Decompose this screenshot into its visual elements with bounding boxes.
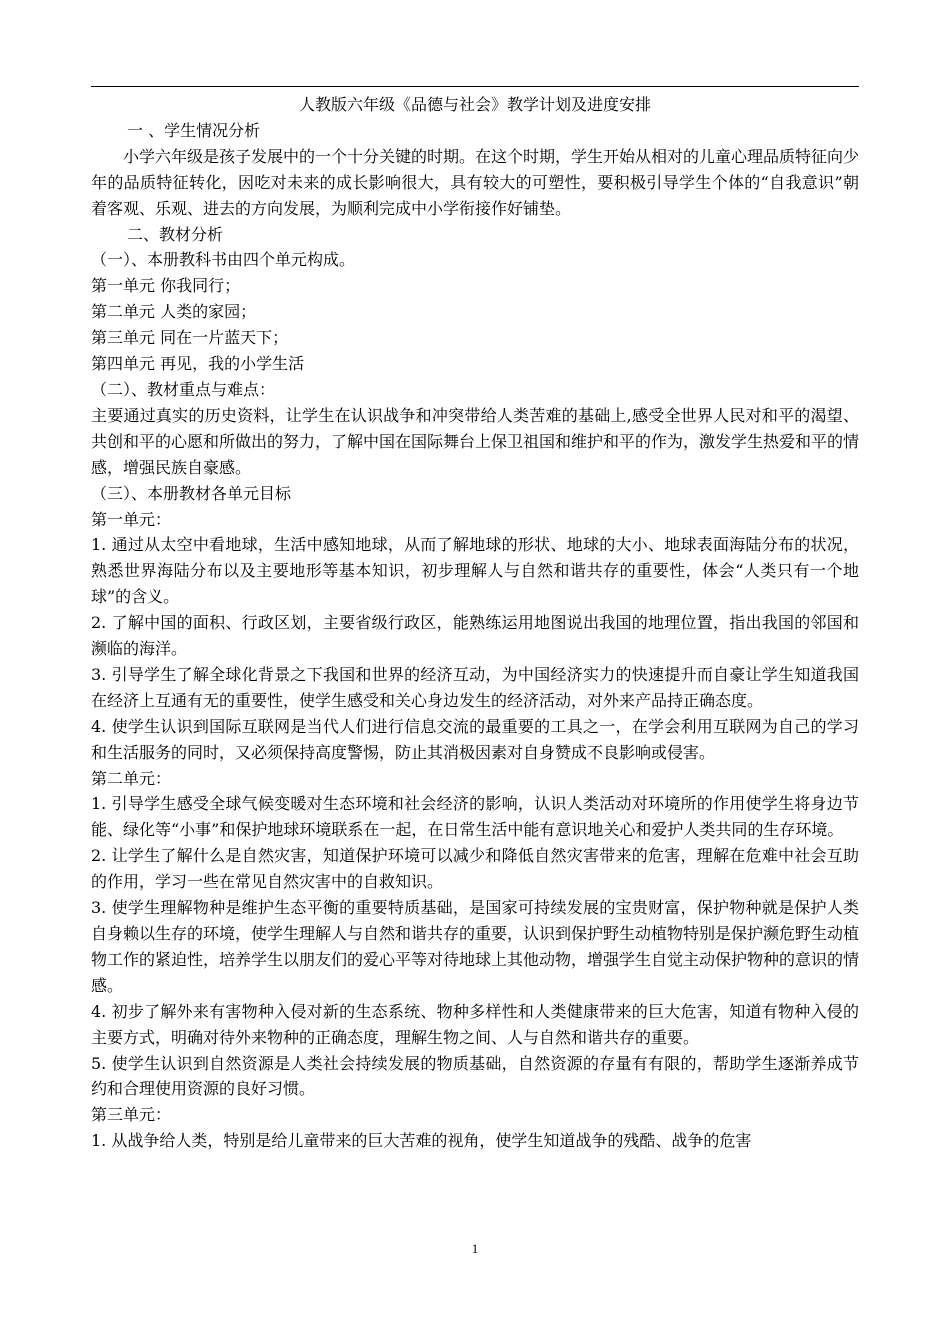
list-item: 4. 初步了解外来有害物种入侵对新的生态系统、物种多样性和人类健康带来的巨大危害，知道有物种入侵的主要方式，明确对待外来物种的正确态度，理解生物之间、人与自然和谐共存的重要。 [91, 1001, 859, 1047]
list-item: 1. 通过从太空中看地球，生活中感知地球，从而了解地球的形状、地球的大小、地球表面海陆分布的状况，熟悉世界海陆分布以及主要地形等基本知识，初步理解人与自然和谐共存的重要性，体会“人类只有一个地球”的含义。 [91, 535, 859, 607]
unit-2-heading: 第二单元： [91, 768, 172, 788]
unit-line: 第三单元 同在一片蓝天下； [91, 328, 289, 348]
list-item: 1. 从战争给人类，特别是给儿童带来的巨大苦难的视角，使学生知道战争的残酷、战争的危害 [91, 1131, 752, 1151]
page-number: 1 [471, 1241, 479, 1256]
section-heading-1: 一 、学生情况分析 [127, 120, 261, 140]
unit-1-heading: 第一单元： [91, 509, 172, 529]
list-item: 5. 使学生认识到自然资源是人类社会持续发展的物质基础，自然资源的存量有有限的，帮助学生逐渐养成节约和合理使用资源的良好习惯。 [91, 1053, 859, 1099]
list-item: 1. 引导学生感受全球气候变暖对生态环境和社会经济的影响，认识人类活动对环境所的作用使学生将身边节能、绿化等“小事”和保护地球环境联系在一起，在日常生活中能有意识地关心和爱护人类共同的生存环境。 [91, 794, 859, 840]
subheading-2: （二）、教材重点与难点： [91, 379, 276, 399]
document-title: 人教版六年级《品德与社会》教学计划及进度安排 [298, 95, 651, 114]
section-heading-2: 二、教材分析 [127, 224, 224, 244]
document-page [91, 92, 859, 1154]
unit-line: 第二单元 人类的家园； [91, 302, 257, 322]
paragraph-student-analysis: 小学六年级是孩子发展中的一个十分关键的时期。在这个时期，学生开始从相对的儿童心理品质特征向少年的品质特征转化，因吃对未来的成长影响很大，具有较大的可塑性，要积极引导学生个体的“自我意识”朝着客观、乐观、进去的方向发展，为顺利完成中小学衔接作好铺垫。 [91, 146, 860, 218]
unit-3-heading: 第三单元： [91, 1105, 172, 1125]
list-item: 3. 使学生理解物种是维护生态平衡的重要特质基础，是国家可持续发展的宝贵财富，保护物种就是保护人类自身赖以生存的环境，使学生理解人与自然和谐共存的重要，认识到保护野生动植物特别是保护濒危野生动植物工作的紧迫性，培养学生以朋友们的爱心平等对待地球上其他动物，增强学生自觉主动保护物种的意识的情感。 [91, 898, 860, 995]
subheading-1: （一）、本册教科书由四个单元构成。 [91, 250, 356, 270]
list-item: 2. 让学生了解什么是自然灾害，知道保护环境可以减少和降低自然灾害带来的危害，理解在危难中社会互助的作用，学习一些在常见自然灾害中的自救知识。 [91, 846, 859, 892]
header-rule [91, 86, 859, 87]
paragraph-key-points: 主要通过真实的历史资料，让学生在认识战争和冲突带给人类苦难的基础上,感受全世界人民对和平的渴望、共创和平的心愿和所做出的努力，了解中国在国际舞台上保卫祖国和维护和平的作为，激发学生热爱和平的情感，增强民族自豪感。 [91, 405, 860, 477]
list-item: 3. 引导学生了解全球化背景之下我国和世界的经济互动，为中国经济实力的快速提升而自豪让学生知道我国在经济上互通有无的重要性，使学生感受和关心身边发生的经济活动，对外来产品持正确态度。 [91, 664, 859, 710]
list-item: 4. 使学生认识到国际互联网是当代人们进行信息交流的最重要的工具之一，在学会利用互联网为自己的学习和生活服务的同时，又必须保持高度警惕，防止其消极因素对自身赞成不良影响或侵害。 [91, 716, 859, 762]
unit-line: 第四单元 再见，我的小学生活 [91, 354, 305, 374]
subheading-3: （三）、本册教材各单元目标 [91, 483, 292, 503]
unit-line: 第一单元 你我同行； [91, 276, 241, 296]
list-item: 2. 了解中国的面积、行政区划，主要省级行政区，能熟练运用地图说出我国的地理位置，指出我国的邻国和濒临的海洋。 [91, 613, 859, 659]
